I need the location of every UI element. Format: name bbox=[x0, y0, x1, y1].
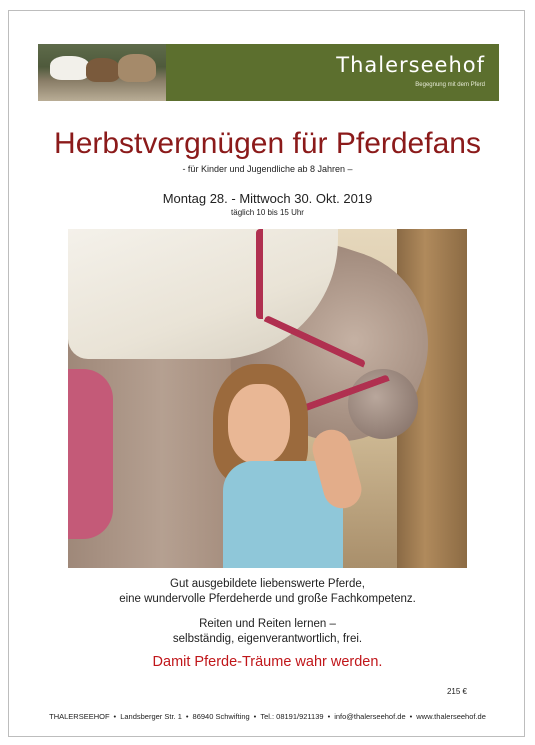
horse-and-girl-photo bbox=[68, 229, 467, 568]
description-line-1: Gut ausgebildete liebenswerte Pferde, bbox=[170, 578, 365, 590]
brand-name: Thalerseehof bbox=[336, 53, 485, 77]
price: 215 € bbox=[446, 687, 467, 696]
footer-city: 86940 Schwifting bbox=[192, 712, 250, 721]
page-title: Herbstvergnügen für Pferdefans bbox=[54, 127, 481, 160]
horses-banner-photo bbox=[38, 44, 166, 101]
footer-website-link[interactable]: www.thalerseehof.de bbox=[416, 712, 486, 721]
footer-street: Landsberger Str. 1 bbox=[120, 712, 182, 721]
subtitle: - für Kinder und Jugendliche ab 8 Jahren – bbox=[182, 164, 353, 174]
description-line-3: Reiten und Reiten lernen – bbox=[199, 618, 336, 630]
footer-phone: Tel.: 08191/921139 bbox=[260, 712, 324, 721]
description-line-4: selbständig, eigenverantwortlich, frei. bbox=[172, 633, 363, 645]
brand-logo bbox=[336, 52, 485, 89]
footer-name: THALERSEEHOF bbox=[49, 712, 110, 721]
description-line-2: eine wundervolle Pferdeherde und große Fachkompetenz. bbox=[119, 593, 416, 605]
event-dates: Montag 28. - Mittwoch 30. Okt. 2019 bbox=[162, 191, 373, 206]
tagline: Damit Pferde-Träume wahr werden. bbox=[152, 654, 383, 670]
footer-email-link[interactable]: info@thalerseehof.de bbox=[334, 712, 406, 721]
event-times: täglich 10 bis 15 Uhr bbox=[231, 208, 304, 217]
footer-contact: THALERSEEHOF • Landsberger Str. 1 • 86940 Schwifting • Tel.: 08191/921139 • info@thalerseehof.de • www.thalerseehof.de bbox=[49, 712, 486, 721]
brand-tagline: Begegnung mit dem Pferd bbox=[415, 82, 485, 88]
header-banner bbox=[38, 44, 499, 101]
